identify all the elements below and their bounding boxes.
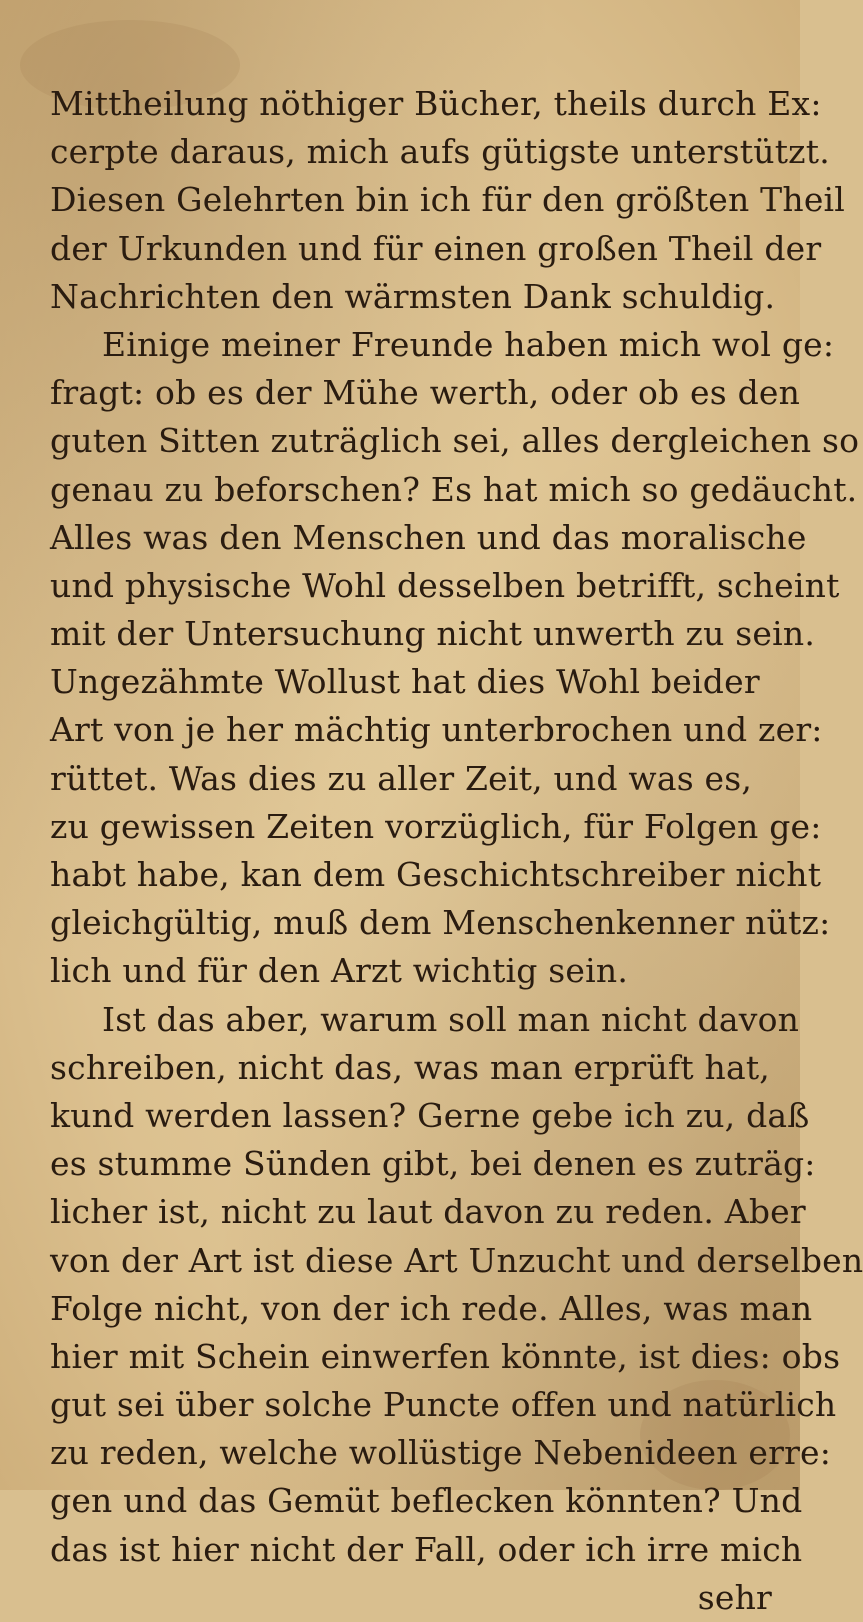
text-line: cerpte daraus, mich aufs gütigste unterstützt. [50, 132, 830, 172]
paragraph-start-line: Einige meiner Freunde haben mich wol ge: [102, 324, 835, 364]
text-line: fragt: ob es der Mühe werth, oder ob es den [50, 373, 801, 413]
text-line: das ist hier nicht der Fall, oder ich irre mich [50, 1529, 803, 1569]
text-line: hier mit Schein einwerfen könnte, ist dies: obs [50, 1336, 841, 1376]
body-text [50, 80, 863, 1622]
text-line: Nachrichten den wärmsten Dank schuldig. [50, 276, 776, 316]
paragraph-start-line: Ist das aber, warum soll man nicht davon [102, 999, 800, 1039]
catchword: sehr [697, 1577, 772, 1617]
text-line: licher ist, nicht zu laut davon zu reden. Aber [50, 1192, 806, 1232]
text-line: Art von je her mächtig unterbrochen und zer: [50, 710, 823, 750]
text-line: Mittheilung nöthiger Bücher, theils durch Ex: [50, 84, 822, 123]
text-line: gut sei über solche Puncte offen und natürlich [50, 1385, 837, 1425]
text-line: Alles was den Menschen und das moralische [50, 517, 807, 557]
text-line: rüttet. Was dies zu aller Zeit, und was es, [50, 758, 753, 798]
text-line: der Urkunden und für einen großen Theil der [50, 228, 822, 268]
text-line: habt habe, kan dem Geschichtschreiber nicht [50, 855, 822, 894]
text-line: guten Sitten zuträglich sei, alles dergleichen so [50, 421, 860, 461]
text-line: Ungezähmte Wollust hat dies Wohl beider [50, 662, 760, 702]
text-line: schreiben, nicht das, was man erprüft hat, [50, 1047, 770, 1087]
text-line: lich und für den Arzt wichtig sein. [50, 951, 629, 991]
text-line: Diesen Gelehrten bin ich für den größten Theil [50, 180, 846, 220]
text-line: und physische Wohl desselben betrifft, scheint [50, 565, 840, 605]
text-line: mit der Untersuchung nicht unwerth zu sein. [50, 614, 816, 654]
text-line: genau zu beforschen? Es hat mich so gedäucht. [50, 469, 858, 509]
text-line: zu gewissen Zeiten vorzüglich, für Folgen ge: [50, 806, 822, 846]
text-line: zu reden, welche wollüstige Nebenideen erre: [50, 1433, 832, 1473]
text-line: von der Art ist diese Art Unzucht und derselben [50, 1240, 863, 1280]
text-line: gen und das Gemüt beflecken könnten? Und [50, 1481, 803, 1521]
text-line: es stumme Sünden gibt, bei denen es zuträg: [50, 1144, 816, 1184]
text-line: kund werden lassen? Gerne gebe ich zu, daß [50, 1095, 810, 1135]
text-line: Folge nicht, von der ich rede. Alles, was man [50, 1288, 813, 1328]
text-line: gleichgültig, muß dem Menschenkenner nütz: [50, 903, 831, 943]
